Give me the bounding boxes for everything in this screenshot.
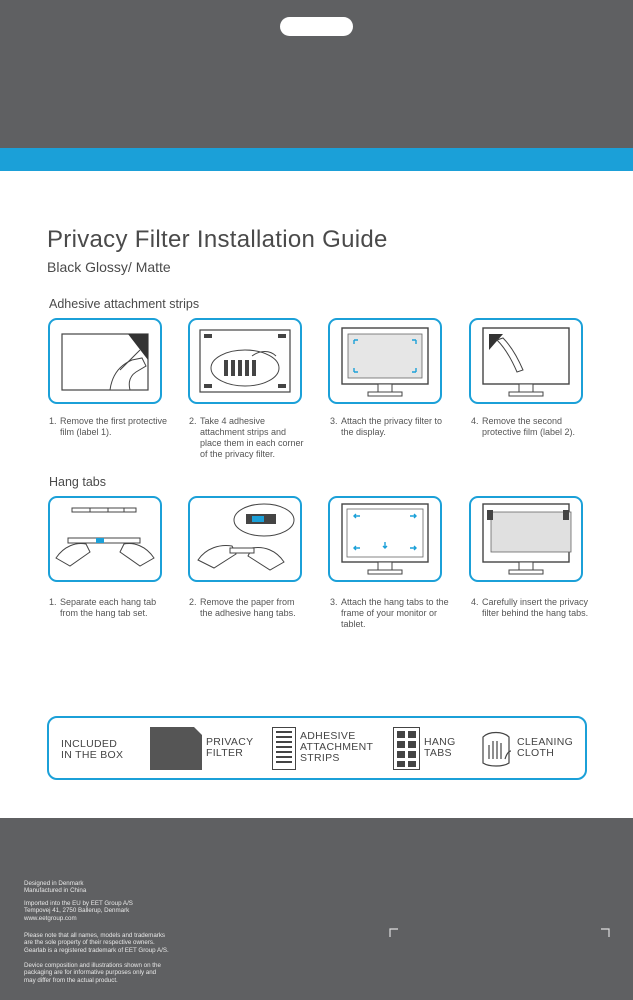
fine-print-line: packaging are for informative purposes only and <box>24 969 157 977</box>
step-number: 2. <box>189 416 197 426</box>
attach-hang-tabs-icon <box>330 498 440 580</box>
origin-text <box>24 880 204 895</box>
cleaning-cloth-icon <box>479 729 513 769</box>
adhesive-step-2-text <box>189 416 309 460</box>
remove-film-icon <box>50 320 160 402</box>
hang-tabs-label-line: HANG <box>424 736 456 748</box>
hang-step-4-text <box>471 597 591 619</box>
accent-stripe <box>0 148 633 171</box>
step-description: Attach the hang tabs to the frame of your monitor or tablet. <box>341 597 449 629</box>
included-label-line: INCLUDED <box>61 738 118 750</box>
adhesive-step-1-illustration <box>48 318 162 404</box>
step-description: Remove the paper from the adhesive hang tabs. <box>200 597 296 618</box>
hang-tabs-label-line: TABS <box>424 747 452 759</box>
cleaning-cloth-label-line: CLOTH <box>517 747 555 759</box>
step-number: 2. <box>189 597 197 607</box>
hang-hole <box>280 17 353 36</box>
step-number: 1. <box>49 597 57 607</box>
step-description: Remove the first protective film (label 1). <box>60 416 168 437</box>
hang-step-4-illustration <box>469 496 583 582</box>
separate-hang-tab-icon <box>50 498 160 580</box>
hang-step-2-text <box>189 597 309 619</box>
fine-print-line: may differ from the actual product. <box>24 976 118 984</box>
attachment-strips-icon <box>272 727 296 770</box>
adhesive-step-1-text <box>49 416 169 438</box>
step-description: Attach the privacy filter to the display. <box>341 416 443 437</box>
remove-second-film-icon <box>471 320 581 402</box>
hang-tabs-label <box>424 737 456 759</box>
fine-print-line: Manufactured in China <box>24 887 87 895</box>
hang-tabs-section-heading: Hang tabs <box>49 475 106 489</box>
included-label <box>61 739 123 761</box>
importer-text <box>24 900 204 922</box>
step-number: 4. <box>471 597 479 607</box>
hang-step-3-illustration <box>328 496 442 582</box>
step-description: Carefully insert the privacy filter behind the hang tabs. <box>482 597 589 618</box>
fine-print-line: Gearlab is a registered trademark of EET Group A/S. <box>24 946 169 954</box>
fine-print-line: Designed in Denmark <box>24 880 84 887</box>
attachment-strips-label-line: ATTACHMENT <box>300 741 374 753</box>
attachment-strips-label <box>300 731 373 764</box>
attachment-strips-label-line: ADHESIVE <box>300 730 356 742</box>
step-description: Separate each hang tab from the hang tab set. <box>60 597 157 618</box>
privacy-filter-label <box>206 737 253 759</box>
adhesive-step-4-text <box>471 416 591 438</box>
fine-print-line: Please note that all names, models and trademarks <box>24 932 166 939</box>
hang-step-3-text <box>330 597 450 630</box>
remove-paper-icon <box>190 498 300 580</box>
step-description: Take 4 adhesive attachment strips and place them in each corner of the privacy filter. <box>200 416 304 459</box>
adhesive-step-4-illustration <box>469 318 583 404</box>
disclaimer-text <box>24 962 204 984</box>
step-number: 1. <box>49 416 57 426</box>
hang-tabs-icon <box>393 727 420 770</box>
page-title: Privacy Filter Installation Guide <box>47 226 388 253</box>
step-number: 4. <box>471 416 479 426</box>
hang-step-1-illustration <box>48 496 162 582</box>
crop-mark-right-icon <box>600 928 610 938</box>
fine-print-line: Tempovej 41, 2750 Ballerup, Denmark <box>24 907 130 915</box>
fine-print-line: Device composition and illustrations shown on the <box>24 962 161 969</box>
attach-filter-monitor-icon <box>330 320 440 402</box>
hang-step-2-illustration <box>188 496 302 582</box>
fine-print-line: www.eetgroup.com <box>24 914 77 922</box>
step-number: 3. <box>330 416 338 426</box>
step-number: 3. <box>330 597 338 607</box>
adhesive-section-heading: Adhesive attachment strips <box>49 297 200 311</box>
attach-strips-icon <box>190 320 300 402</box>
privacy-filter-icon <box>150 727 202 770</box>
crop-mark-left-icon <box>389 928 399 938</box>
privacy-filter-label-line: FILTER <box>206 747 244 759</box>
insert-filter-icon <box>471 498 581 580</box>
adhesive-step-3-illustration <box>328 318 442 404</box>
trademark-text <box>24 932 204 954</box>
hang-step-1-text <box>49 597 169 619</box>
included-label-line: IN THE BOX <box>61 749 124 761</box>
step-description: Remove the second protective film (label 2). <box>482 416 576 437</box>
page-subtitle: Black Glossy/ Matte <box>47 259 171 275</box>
attachment-strips-label-line: STRIPS <box>300 752 340 764</box>
privacy-filter-label-line: PRIVACY <box>206 736 254 748</box>
adhesive-step-2-illustration <box>188 318 302 404</box>
fine-print-line: Imported into the EU by EET Group A/S <box>24 900 133 907</box>
adhesive-step-3-text <box>330 416 450 438</box>
cleaning-cloth-label <box>517 737 573 759</box>
fine-print-line: are the sole property of their respective owners. <box>24 939 155 947</box>
cleaning-cloth-label-line: CLEANING <box>517 736 574 748</box>
